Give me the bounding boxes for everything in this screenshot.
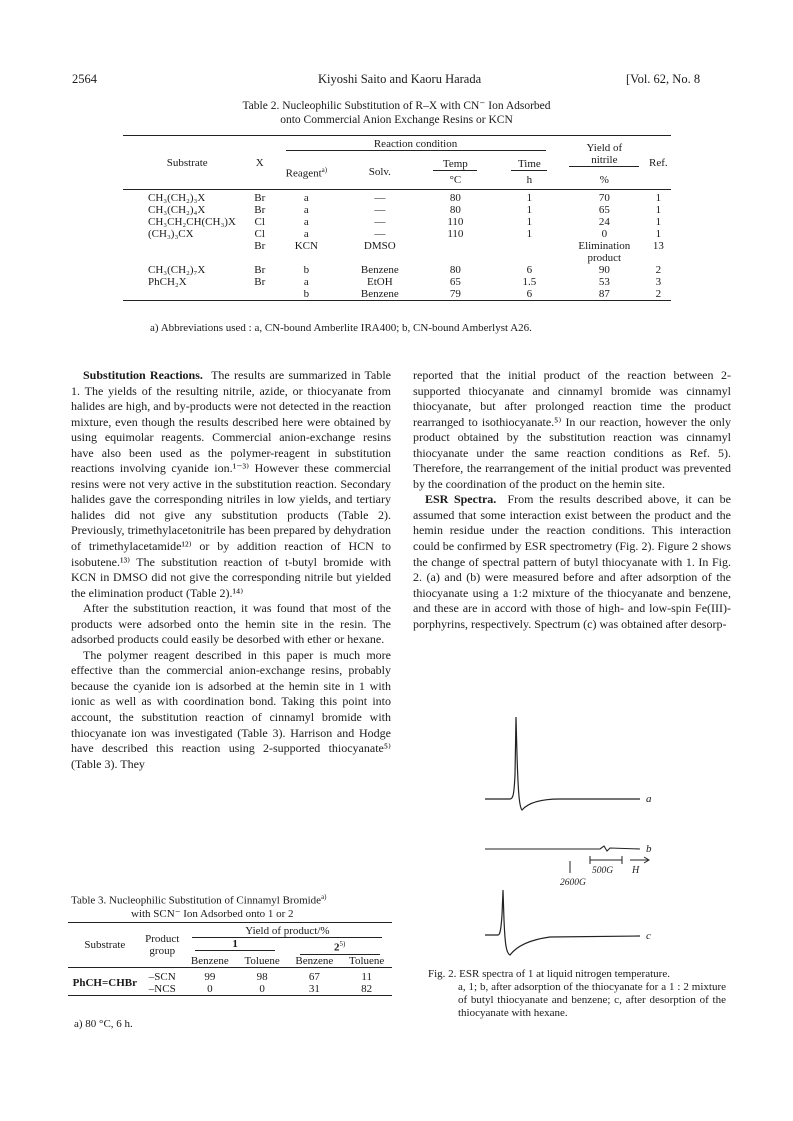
- t2-cell-time: 1: [526, 192, 533, 204]
- running-header-authors: Kiyoshi Saito and Kaoru Harada: [318, 72, 482, 86]
- esr-spectrum-c: [485, 890, 640, 955]
- t2-cell-temp: 80: [449, 192, 461, 204]
- t2-reaction-condition-label: Reaction condition: [286, 138, 546, 151]
- t2-cell-reagent: b: [303, 264, 310, 276]
- t2-cell-temp: 110: [447, 228, 464, 240]
- t2-cell-reagent: a: [303, 192, 309, 204]
- t2-cell-reagent: b: [268, 288, 345, 301]
- t2-time-label: Time: [511, 158, 547, 171]
- t2-cell-ref: 1: [655, 228, 662, 240]
- paragraph-text: From the results described above, it can be assumed that some interaction exist between the product and the hemin residue under the reaction conditions. This interaction could be confirmed by ESR spectrometry (Fig. 2). Figure 2 shows the change of spectral pattern of butyl thiocyanate with 1. In Fig. 2. (a) and (b) were measured before and after adsorption of the thiocyanate using a 1:2 mixture of the thiocyanate and benzene, and these are in accord with those of high- and low-spin Fe(III)-porphyrins, respectively. Spectrum (c) was obtained after desorp-: [413, 492, 732, 631]
- page-number: 2564: [72, 72, 97, 86]
- table2-footnote: a) Abbreviations used : a, CN-bound Amberlite IRA400; b, CN-bound Amberlyst A26.: [150, 322, 532, 334]
- t3-header-toluene-2: Toluene: [341, 955, 392, 968]
- t2-cell-temp: 79: [415, 288, 496, 301]
- paragraph-text: The results are summarized in Table 1. The yields of the resulting nitrile, azide, or thiocyanate from halides are high, and by-products were not detected in the reaction mixture, even though the results described here were obtained by using equimolar reagents. Commercial anion-exchange resins have also been used as the polymer-reagent in substitution reactions involving cyanide ion.¹⁻³⁾ However these commercial resins were not very active in the substitution reaction. Secondary halides gave the corresponding nitriles in low yields, and tertiary halides did not give any substitution products (Table 2). Previously, trimethylacetonitrile has been prepared by dehydration of trimethylacetamide¹²⁾ or by addition reaction of HCN to isobutene.¹³⁾ The substitution reaction of t-butyl bromide with KCN in DMSO did not give the corresponding nitrile but yielded the elimination product (Table 2).¹⁴⁾: [71, 368, 391, 600]
- t2-header-nitrile: [563, 154, 646, 174]
- esr-spectrum-b: [485, 846, 640, 851]
- t3-header-substrate: Substrate: [68, 923, 142, 968]
- table2: [123, 135, 671, 301]
- t2-cell-time: 1.5: [522, 276, 537, 288]
- t2-cell-x: Br: [254, 204, 266, 216]
- t2-cell-solv: —: [374, 204, 386, 216]
- left-column: [71, 368, 391, 772]
- t2-header-yield: Yield of: [563, 136, 646, 155]
- t3-header-benzene-1: Benzene: [183, 955, 237, 968]
- journal-volume: [Vol. 62, No. 8: [626, 72, 701, 86]
- t2-cell-yield: 53: [598, 276, 610, 288]
- t2-cell-x: [251, 288, 268, 301]
- t3-cell-value: 82: [341, 983, 392, 996]
- t3-header-toluene-1: Toluene: [237, 955, 288, 968]
- t3-cell-value: 0: [237, 983, 288, 996]
- figure2-caption-rest: a, 1; b, after adsorption of the thiocyanate for a 1 : 2 mixture of butyl thiocyanate and benzene; c, after desorption of the thiocyanate with hexane.: [458, 981, 726, 1019]
- t2-cell-ref: [646, 252, 671, 264]
- t2-cell-x: [251, 252, 268, 264]
- t2-cell-substrate: [123, 240, 251, 252]
- esr-trace-a: [485, 717, 640, 810]
- t3-cell-value: 98: [256, 970, 268, 983]
- t2-header-reagent: [268, 154, 345, 190]
- t2-cell-yield: 24: [598, 216, 610, 228]
- t3-cell-value: 0: [183, 983, 237, 996]
- t2-reagent-sup: a): [321, 165, 328, 174]
- t2-cell-x: Br: [254, 240, 266, 252]
- esr-label-a: a: [646, 793, 652, 805]
- t2-cell-ref: 3: [655, 276, 662, 288]
- table-row: [123, 204, 671, 216]
- t2-header-reaction-condition: [268, 136, 563, 155]
- t2-cell-yield: 87: [563, 288, 646, 301]
- table2-caption-line1: Table 2. Nucleophilic Substitution of R–X with CN⁻ Ion Adsorbed: [242, 100, 551, 112]
- t2-cell-reagent: a: [303, 216, 309, 228]
- t3-header-product-group: [142, 923, 183, 968]
- t2-cell-yield: Elimination: [578, 240, 631, 252]
- t2-cell-ref: 2: [655, 264, 662, 276]
- t2-cell-yield: 90: [598, 264, 610, 276]
- t2-cell-substrate: [123, 288, 251, 301]
- t2-cell-temp: 80: [449, 264, 461, 276]
- t2-cell-temp: [415, 252, 496, 264]
- esr-label-b: b: [646, 843, 652, 855]
- t3-header-yield: [183, 923, 392, 939]
- t2-cell-solv: —: [374, 228, 386, 240]
- t2-cell-solv: —: [374, 192, 386, 204]
- table3-caption-line2: with SCN⁻ Ion Adsorbed onto 1 or 2: [131, 907, 294, 920]
- t2-cell-substrate: (CH₃)₃CX: [148, 228, 194, 240]
- t2-cell-solv: EtOH: [366, 276, 393, 288]
- t2-cell-substrate: CH₃(CH₂)₄X: [148, 204, 206, 216]
- table3-caption-text: Table 3. Nucleophilic Substitution of Cinnamyl Bromide: [71, 894, 322, 907]
- t2-cell-ref: 2: [646, 288, 671, 301]
- t2-cell-x: Br: [254, 276, 266, 288]
- t2-cell-temp: 65: [449, 276, 461, 288]
- t2-cell-substrate: PhCH₂X: [148, 276, 187, 288]
- t2-cell-substrate: CH₃CH₂CH(CH₃)X: [148, 216, 236, 228]
- esr-trace-c: [485, 890, 640, 955]
- t3-resin-2-sup: 5): [339, 940, 346, 948]
- figure2-caption: [428, 968, 726, 1020]
- t2-cell-yield: 70: [598, 192, 610, 204]
- t2-cell-solv: [345, 252, 415, 264]
- t3-resin-1-label: 1: [195, 938, 275, 951]
- esr-spectrum-a: [485, 717, 640, 810]
- table-row: [123, 276, 671, 288]
- table-row: [123, 264, 671, 276]
- t2-cell-reagent: a: [303, 228, 309, 240]
- t2-cell-ref: 1: [655, 204, 662, 216]
- t3-product-label: Product: [145, 932, 180, 945]
- t2-cell-yield: 65: [598, 204, 610, 216]
- section-heading-esr: ESR Spectra.: [425, 492, 497, 507]
- table2-caption: [150, 99, 643, 127]
- t2-header-substrate: Substrate: [123, 136, 251, 190]
- t2-cell-x: Br: [254, 192, 266, 204]
- esr-scale-label: 500G: [592, 866, 614, 876]
- t3-header-resin-1: [183, 938, 288, 955]
- t2-cell-reagent: KCN: [294, 240, 318, 252]
- t2-cell-time: 1: [526, 216, 533, 228]
- t2-cell-reagent: [268, 252, 345, 264]
- table3-caption-sup: a): [321, 893, 327, 901]
- t3-cell-group: –NCS: [142, 983, 183, 996]
- esr-spectra-figure: [480, 715, 680, 960]
- t3-yield-label: Yield of product/%: [192, 925, 382, 938]
- paragraph-desorption: After the substitution reaction, it was found that most of the products were adsorbed onto the hemin site in the resin. The adsorbed products could easily be desorbed with ether or hexane.: [71, 601, 391, 647]
- table-row: [123, 216, 671, 228]
- t2-cell-temp: 80: [449, 204, 461, 216]
- t2-cell-time: 1: [526, 228, 533, 240]
- paragraph-substitution: [71, 368, 391, 601]
- t3-header-benzene-2: Benzene: [287, 955, 341, 968]
- paragraph-continued: reported that the initial product of the reaction between 2-supported thiocyanate and cinnamyl bromide was cinnamyl thiocyanate, but after prolonged reaction time the product rearranged to isothiocyanate.⁵⁾ In our reaction, however the only product obtained by the substitution reaction was cinnamyl thiocyanate under the same reaction conditions as Ref. 5). Therefore, the rearrangement of the initial product was prevented by the coordination of the product on the hemin site.: [413, 368, 731, 491]
- t2-unit-temp: °C: [449, 174, 462, 186]
- t2-cell-reagent: a: [303, 276, 309, 288]
- table-row: [123, 252, 671, 264]
- t2-cell-reagent: a: [303, 204, 309, 216]
- table3-caption: [71, 891, 391, 921]
- t2-unit-yield: %: [599, 174, 609, 186]
- t3-resin-2-number: 2: [334, 941, 340, 954]
- t2-header-x: X: [251, 136, 268, 190]
- table3: [68, 922, 392, 996]
- table-row: [68, 967, 392, 983]
- t2-cell-substrate: CH₃(CH₂)₃X: [148, 192, 206, 204]
- esr-center-label: 2600G: [560, 878, 586, 888]
- t2-cell-solv: —: [374, 216, 386, 228]
- t3-cell-value: 11: [361, 970, 372, 983]
- figure2-caption-line1: Fig. 2. ESR spectra of 1 at liquid nitrogen temperature.: [428, 968, 670, 980]
- t3-cell-substrate: PhCH=CHBr: [68, 967, 142, 995]
- t2-cell-ref: 1: [655, 216, 662, 228]
- t2-cell-time: 6: [496, 288, 563, 301]
- table2-caption-line2: onto Commercial Anion Exchange Resins or KCN: [280, 114, 513, 126]
- table-row: [123, 228, 671, 240]
- t2-temp-label: Temp: [433, 158, 477, 171]
- t2-header-time: [496, 154, 563, 174]
- paragraph-esr: [413, 492, 731, 632]
- t3-cell-value: 99: [204, 970, 216, 983]
- section-heading-substitution: Substitution Reactions.: [83, 368, 203, 382]
- t2-cell-solv: DMSO: [363, 240, 396, 252]
- table-row: [123, 288, 671, 301]
- t2-cell-solv: Benzene: [360, 264, 399, 276]
- table-row: [123, 192, 671, 204]
- table-row: [123, 240, 671, 252]
- t2-header-solv: Solv.: [368, 165, 391, 178]
- t3-group-label: group: [149, 944, 176, 957]
- t2-unit-time: h: [526, 174, 533, 186]
- esr-trace-b: [485, 846, 640, 851]
- table3-caption-line1: [71, 891, 391, 908]
- t2-cell-ref: 1: [655, 192, 662, 204]
- t2-cell-ref: 13: [652, 240, 664, 252]
- t3-cell-value: 31: [287, 983, 341, 996]
- t2-cell-yield: product: [587, 252, 622, 264]
- t3-cell-value: 67: [308, 970, 320, 983]
- paragraph-polymer-reagent: The polymer reagent described in this paper is much more effective than the commercial anion-exchange resins, probably because the cyanide ion is adsorbed at the hemin site in 1 with ionic as well as with coordination bond. Taking this point into account, the substitution reaction of cinnamyl bromide with thiocyanate ion was investigated (Table 3). Harrison and Hodge have described this reaction using 2-supported thiocyanate⁵⁾ (Table 3). They: [71, 647, 391, 771]
- t2-cell-x: Br: [254, 264, 266, 276]
- t2-cell-substrate: CH₃(CH₂)₇X: [148, 264, 206, 276]
- esr-field-label: H: [632, 865, 640, 876]
- t3-resin-2-label: [300, 938, 380, 955]
- t2-header-temp: [415, 154, 496, 174]
- t2-cell-substrate: [123, 252, 251, 264]
- table3-footnote: a) 80 °C, 6 h.: [74, 1018, 133, 1030]
- t3-cell-group: –SCN: [148, 970, 176, 983]
- t2-cell-temp: [415, 240, 496, 252]
- t2-cell-x: Cl: [254, 228, 265, 240]
- t2-cell-time: [496, 252, 563, 264]
- t2-cell-temp: 110: [447, 216, 464, 228]
- t2-cell-solv: Benzene: [345, 288, 415, 301]
- right-column: [413, 368, 731, 632]
- t2-nitrile-label: nitrile: [569, 154, 639, 167]
- t2-cell-time: 6: [526, 264, 533, 276]
- t3-header-resin-2: [287, 938, 392, 955]
- t2-cell-x: Cl: [254, 216, 265, 228]
- t2-header-ref: Ref.: [646, 136, 671, 190]
- t2-reagent-label: Reagent: [285, 167, 322, 180]
- t2-cell-time: 1: [526, 204, 533, 216]
- t2-cell-time: [496, 240, 563, 252]
- esr-label-c: c: [646, 930, 651, 942]
- t2-cell-yield: 0: [601, 228, 608, 240]
